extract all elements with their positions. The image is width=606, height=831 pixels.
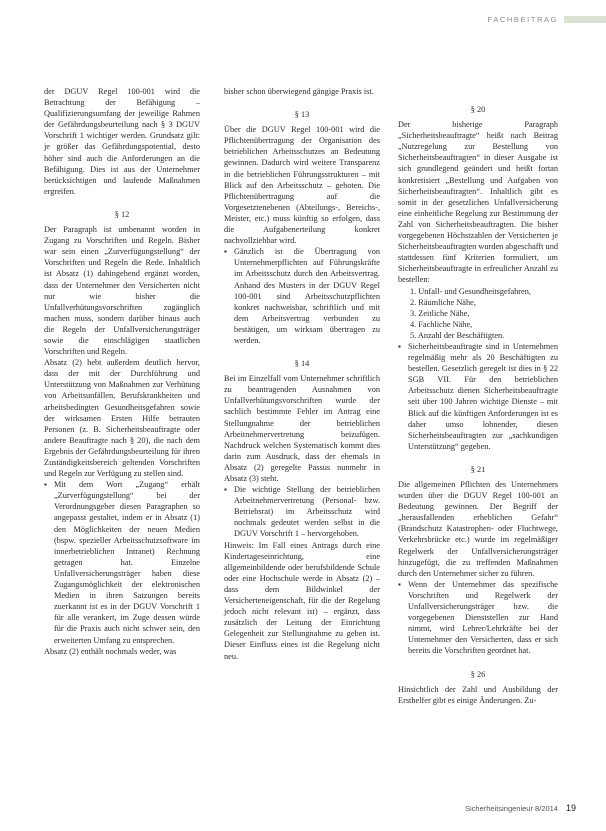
column-1 [44, 86, 200, 657]
bullet-list [44, 479, 200, 645]
paragraph: Der Paragraph ist umbenannt worden in Zugang zu Vorschriften und Regeln. Bisher war sein einen „Zurverfügungstellung“ der Vorschriften und Regeln die Rede. Inhaltlich ist Absatz (1) dahingehend ergänzt worden, dass der Unternehmer den Versicherten nicht nur wie bisher die Unfallverhütungsvorschriften zugänglich machen muss, sondern darüber hinaus auch die Regeln der Unfallversicherungsträger sowie die einschlägigen staatlichen Vorschriften und Regeln. [44, 225, 200, 357]
list-item: ▪ Sicherheitsbeauftragte sind in Unternehmen regelmäßig mehr als 20 Beschäftigten zu bestellen. Gesetzlich geregelt ist dies in § 22 SGB VII. Für den betrieblichen Arbeitsschutz dienen Sicherheitsbeauftragte seit über 100 Jahren wichtige Dienste – mit Blick auf die künftigen Anforderungen ist es daher umso lohnender, diesen Sicherheitsbeauftragten zur „sachkundigen Unterstützung“ gegeben. [408, 341, 558, 452]
list-item: ▪ Gänzlich ist die Übertragung von Unternehmerpflichten auf Führungskräfte im Arbeitsschutz durch den Arbeitsvertrag. Anhand des Musters in der DGUV Regel 100-001 sind Arbeitsschutzpflichten konkret nachweisbar, schriftlich und mit dem Arbeitsvertrag verbunden zu bestätigen, um wirksam übertragen zu werden. [234, 246, 380, 346]
rubric-label: FACHBEITRAG [487, 14, 558, 24]
paragraph: Hinweis: Im Fall eines Antrags durch eine Kindertageseinrichtung, eine allgemeinbildende oder berufsbildende Schule oder eine Hochschule werde in Absatz (2) – dass dem Bildwinkel der Versicherteneigenschaft, für die der Regelung jedoch nicht relevant ist) – ergänzt, dass zusätzlich der Leitung der Einrichtung Gelegenheit zur Stellungnahme zu geben ist. Dieser Einfluss eines ist die Regelung nicht neu. [224, 540, 380, 661]
section-heading: § 26 [470, 669, 486, 679]
paragraph: Der bisherige Paragraph „Sicherheitsbeauftragte“ heißt nach Beitrag „Nutzregelung zur Bestellung von Sicherheitsbeauftragten“ in dieser Ausgabe ist sich grundlegend geändert und heißt fortan konkretisiert „Bestellung und Aufgaben von Sicherheitsbeauftragten“. Inhaltlich gibt es somit in der gesetzlichen Unfallversicherung eine einheitliche Regelung zur Bestimmung der Zahl von Sicherheitsbeauftragten. Die bisher vorgegebenen Höchstzahlen der Versicherten je Sicherheitsbeauftragten wurden abgeschafft und stattdessen fünf Kriterien formuliert, um Sicherheitsbeauftragte in erfreulicher Anzahl zu bestellen: [398, 120, 558, 285]
page-number: 19 [565, 803, 576, 813]
criteria-list [398, 286, 558, 341]
list-item: ▪ Die wichtige Stellung der betrieblichen Arbeitnehmervertretung (Personal- bzw. Betriebsrat) im Arbeitsschutz wird nochmals gedeutet werden selbst in die DGUV Vorschrift 1 – hervorgehoben. [234, 484, 380, 539]
journal-issue: Sicherheitsingenieur 8/2014 [465, 803, 558, 813]
list-item: 2. Räumliche Nähe, [410, 297, 476, 307]
paragraph: der DGUV Regel 100-001 wird die Betrachtung der Befähigung – Qualifizierungsumfang der jeweilige Rahmen der Gefährdungsbeurteilung nach § 3 DGUV Vorschrift 1 wichtiger werden. Grundsatz gilt: je größer das Gefährdungspotential, desto höher sind auch die Anforderungen an die Befähigung. Dies ist aus der Unternehmer berücksichtigen und laufende Maßnahmen ergreifen. [44, 87, 200, 196]
column-2 [224, 86, 380, 662]
section-heading: § 14 [294, 359, 310, 369]
section-heading: § 20 [470, 105, 486, 114]
list-item: ▪ Mit dem Wort „Zugang“ erhält „Zurverfügungstellung“ bei der Verordnungsgeber diesen Paragraphen so angepasst gestaltet, indem er in Absatz (1) den Möglichkeiten der neuen Medien (bspw. spezieller Arbeitsschutzsoftware im innerbetrieblichen Intranet) Rechnung getragen hat. Einzelne Unfallversicherungsträger haben diese Zugangsmöglichkeit der elektronischen Medien in ihren Satzungen bereits zuerkannt ist es in der DGUV Vorschrift 1 für alle verankert, im Zuge dessen würde für die Praxis auch nicht schwer sein, den erweiterten Umfang zu entsprechen. [54, 479, 200, 645]
list-item: 1. Unfall- und Gesundheitsgefahren, [410, 286, 531, 296]
bullet-list [224, 246, 380, 346]
list-item: ▪ Wenn der Unternehmer das spezifische Vorschriften und Regelwerk der Unfallversicherungsträger bzw. die vorgegebenen Dienststellen zur Hand nimmt, wird Lehrer/Lehrkräfte bei der Unternehmer den Versicherten, dass er sich bereits die Vorschriften geordnet hat. [408, 579, 558, 657]
section-heading: § 13 [294, 110, 310, 120]
paragraph: Hinsichtlich der Zahl und Ausbildung der Ersthelfer gibt es einige Änderungen. Zu- [398, 684, 558, 705]
rubric-bar [564, 16, 606, 23]
list-item: 3. Zeitliche Nähe, [410, 308, 470, 318]
column-3 [398, 104, 558, 706]
paragraph: Die allgemeinen Pflichten des Unternehmers wurden über die DGUV Regel 100-001 an Bedeutung gewinnen. Der Begriff der „herausfallenden erheblichen Gefahr“ (Brandschutz Katastrophen- oder Fluchtwege, Verkehrsbrücke etc.) wurde im regelmäßiger Regelwerk der Unfallversicherungsträger hinzugefügt, die zu treffenden Maßnahmen durch den Unternehmer sicher zu führen. [398, 480, 558, 578]
list-item: 5. Anzahl der Beschäftigten. [410, 330, 505, 340]
paragraph: Absatz (2) enthält nochmals weder, was [44, 646, 177, 656]
bullet-list [398, 341, 558, 452]
paragraph: bisher schon überwiegend gängige Praxis ist. [224, 87, 374, 96]
section-heading: § 21 [470, 464, 486, 474]
bullet-list [224, 484, 380, 539]
paragraph: Über die DGUV Regel 100-001 wird die Pflichtenübertragung der Organisation des betrieblichen Arbeitsschutzes an Bedeutung gewinnen. Dadurch wird weitere Transparenz in die betrieblichen Führungsstrukturen – mit Blick auf den Arbeitsschutz – geboten. Die Pflichtenübertragung auf die Vorgesetztenebenen (Abteilungs-, Bereichs-, Meister, etc.) muss künftig so erfolgen, dass die Aufgabenerteilung konkret nachvollziehbar wird. [224, 125, 380, 246]
bullet-list [398, 579, 558, 657]
list-item: 4. Fachliche Nähe, [410, 319, 473, 329]
page-footer [465, 803, 576, 813]
paragraph: Absatz (2) hebt außerdem deutlich hervor, dass der mit der Durchführung und Unterstützung von Maßnahmen zur Verhütung von Arbeitsunfällen, Berufskrankheiten und arbeitsbedingten Gesundheitsgefahren sowie der wirksamen Ersten Hilfe betrauten Personen (z. B. Sicherheitsbeauftragte oder andere Beauftragte nach § 20), die nach dem Ergebnis der Gefährdungsbeurteilung für ihren Zuständigkeitsbereich geltenden Vorschriften und Regeln zur Verfügung zu stellen sind. [44, 358, 200, 479]
paragraph: Bei im Einzelfall vom Unternehmer schriftlich zu beantragenden Ausnahmen von Unfallverhütungsvorschriften wurde der sachlich bestimmte Fehler im Antrag eine Stellungnahme der betrieblichen Arbeitnehmervertretung beizufügen. Nachdruck welchen Systematisch kommt dies darin zum Ausdruck, dass der ehemals in Absatz (2) geregelte Passus nunmehr in Absatz (3) steht. [224, 374, 380, 483]
section-heading: § 12 [114, 209, 130, 219]
section-rubric [487, 12, 606, 26]
